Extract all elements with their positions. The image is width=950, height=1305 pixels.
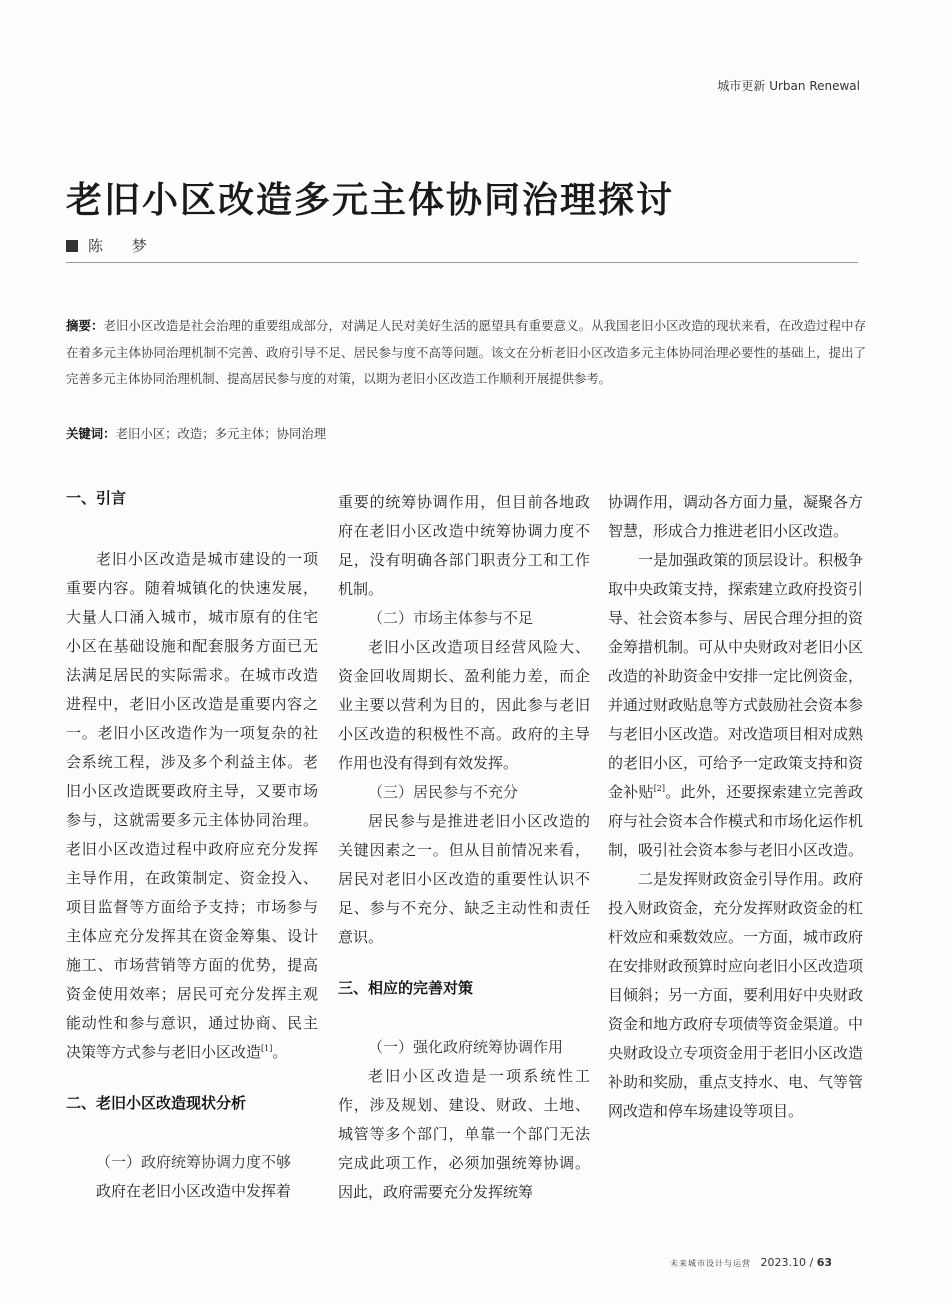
measures-paragraph-1-end: 协调作用，调动各方面力量，凝聚各方智慧，形成合力推进老旧小区改造。 [608,493,864,540]
reference-1: [1] [261,1044,273,1053]
title-divider [66,262,858,263]
abstract-text: 老旧小区改造是社会治理的重要组成部分，对满足人民对美好生活的愿望具有重要意义。从我国老旧小区改造的现状来看，在改造过程中存在着多元主体协同治理机制不完善、政府引导不足、居民参与度不高等问题。该文在分析老旧小区改造多元主体协同治理必要性的基础上，提出了完善多元主体协同治理机制、提高居民参与度的对策，以期为老旧小区改造工作顺利开展提供参考。 [66,318,867,386]
section-heading-measures: 三、相应的完善对策 [338,979,474,997]
abstract [66,313,866,393]
author-name: 陈 梦 [88,237,159,255]
reference-2: [2] [653,784,666,793]
intro-paragraph: 老旧小区改造是城市建设的一项重要内容。随着城镇化的快速发展，大量人口涌入城市，城市原有的住宅小区在基础设施和配套服务方面已无法满足居民的实际需求。在城市改造进程中，老旧小区改造是重要内容之一。老旧小区改造作为一项复杂的社会系统工程，涉及多个利益主体。老旧小区改造既要政府主导，又要市场参与，这就需要多元主体协同治理。老旧小区改造过程中政府应充分发挥主导作用，在政策制定、资金投入、项目监督等方面给予支持；市场参与主体应充分发挥其在资金筹集、设计施工、市场营销等方面的优势，提高资金使用效率；居民可充分发挥主观能动性和参与意识，通过协商、民主决策等方式参与老旧小区改造[1]。 [66,550,318,1061]
column-2 [338,488,590,1207]
status-paragraph-1-start: 政府在老旧小区改造中发挥着 [96,1182,292,1200]
author-marker-icon [66,240,78,252]
measures-paragraph-3: 二是发挥财政资金引导作用。政府投入财政资金，充分发挥财政资金的杠杆效应和乘数效应。一方面，城市政府在安排财政预算时应向老旧小区改造项目倾斜；另一方面，要利用好中央财政资金和地方政府专项债等资金渠道。中央财政设立专项资金用于老旧小区改造补助和奖励，重点支持水、电、气等管网改造和停车场建设等项目。 [608,870,864,1120]
measures-paragraph-2: 一是加强政策的顶层设计。积极争取中央政策支持，探索建立政府投资引导、社会资本参与、居民合理分担的资金筹措机制。可从中央财政对老旧小区改造的补助资金中安排一定比例资金，并通过财政贴息等方式鼓励社会资本参与老旧小区改造。对改造项目相对成熟的老旧小区，可给予一定政策支持和资金补贴[2]。此外，还要探索建立完善政府与社会资本合作模式和市场化运作机制，吸引社会资本参与老旧小区改造。 [608,551,864,859]
abstract-label: 摘要： [66,318,104,333]
subheading-market: （二）市场主体参与不足 [368,609,534,627]
keywords [66,421,866,447]
status-paragraph-3: 居民参与是推进老旧小区改造的关键因素之一。但从目前情况来看，居民对老旧小区改造的重要性认识不足、参与不充分、缺乏主动性和责任意识。 [338,812,590,946]
column-3 [608,488,863,1126]
author-line [66,235,159,256]
status-paragraph-1: 重要的统筹协调作用，但目前各地政府在老旧小区改造中统筹协调力度不足，没有明确各部门职责分工和工作机制。 [338,493,590,598]
section-tag: 城市更新 Urban Renewal [717,79,860,93]
journal-name: 未来城市设计与运营 [669,1259,751,1268]
subheading-residents: （三）居民参与不充分 [368,783,519,801]
measures-paragraph-1-start: 老旧小区改造是一项系统性工作，涉及规划、建设、财政、土地、城管等多个部门，单靠一个部门无法完成此项工作，必须加强统筹协调。因此，政府需要充分发挥统筹 [338,1067,590,1201]
page-number: 63 [816,1256,832,1269]
issue-label: 2023.10 / [760,1256,814,1269]
section-heading-status: 二、老旧小区改造现状分析 [66,1094,247,1112]
subheading-strengthen-gov: （一）强化政府统筹协调作用 [368,1038,564,1056]
keywords-text: 老旧小区；改造；多元主体；协同治理 [115,426,327,441]
article-title: 老旧小区改造多元主体协同治理探讨 [66,180,675,221]
status-paragraph-2: 老旧小区改造项目经营风险大、资金回收周期长、盈利能力差，而企业主要以营利为目的，因此参与老旧小区改造的积极性不高。政府的主导作用也没有得到有效发挥。 [338,638,590,772]
page-footer [670,1256,832,1269]
subheading-gov-coordination: （一）政府统筹协调力度不够 [96,1153,292,1171]
keywords-label: 关键词： [66,426,116,441]
section-heading-intro: 一、引言 [66,489,127,507]
column-1 [66,484,318,1206]
